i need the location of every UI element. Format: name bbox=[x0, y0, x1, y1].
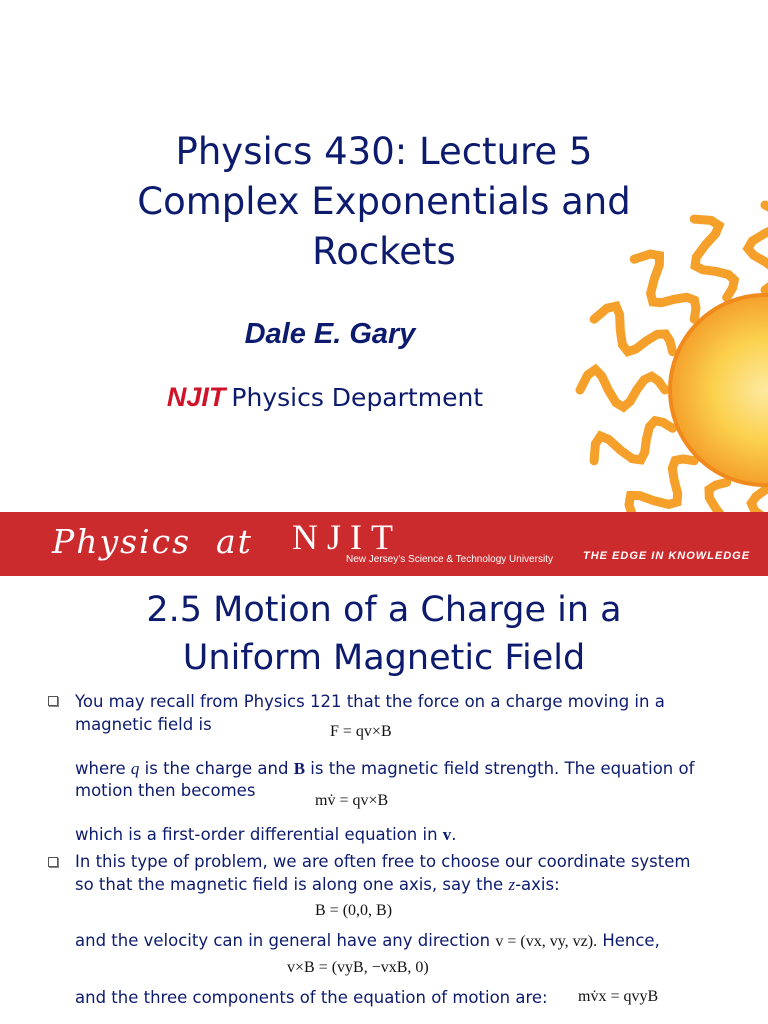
para2-line2: motion then becomes bbox=[75, 781, 256, 800]
title-line-2: Complex Exponentials and bbox=[137, 180, 631, 223]
department-name: Physics Department bbox=[231, 383, 484, 412]
department bbox=[0, 382, 650, 413]
square-bullet-icon bbox=[48, 857, 58, 867]
equation-component-x: mv̇x = qvyB bbox=[578, 988, 659, 1005]
banner-at: at bbox=[216, 522, 253, 561]
text-span: -axis: bbox=[515, 875, 560, 894]
equation-field: B = (0,0, B) bbox=[315, 902, 393, 919]
equation-cross-product: v×B = (vyB, −vxB, 0) bbox=[287, 959, 429, 976]
heading-line-2: Uniform Magnetic Field bbox=[182, 638, 586, 678]
text-span: . bbox=[451, 825, 457, 844]
physics-at-njit-banner bbox=[0, 512, 768, 576]
var-v: v bbox=[442, 825, 452, 844]
para3 bbox=[75, 824, 457, 845]
text-span: is the magnetic field strength. The equation of bbox=[305, 759, 695, 778]
sun-ray bbox=[629, 459, 694, 512]
banner-edge: THE EDGE IN KNOWLEDGE bbox=[583, 550, 751, 562]
square-bullet-icon bbox=[48, 696, 58, 706]
sun-ray bbox=[681, 482, 727, 512]
text-span: where bbox=[75, 759, 131, 778]
text-span: which is a first-order differential equation in bbox=[75, 825, 443, 844]
var-z: z bbox=[508, 875, 516, 894]
author-name: Dale E. Gary bbox=[244, 318, 416, 350]
sun-ray bbox=[594, 421, 673, 461]
para4-line2 bbox=[75, 874, 560, 895]
banner-njit-logo: NJIT bbox=[292, 517, 402, 557]
text-span: and the velocity can in general have any direction bbox=[75, 931, 496, 950]
para4-line1: In this type of problem, we are often free to choose our coordinate system bbox=[75, 852, 691, 871]
title-line-1: Physics 430: Lecture 5 bbox=[175, 130, 593, 173]
para6: and the three components of the equation of motion are: bbox=[75, 988, 548, 1007]
content-slide bbox=[0, 576, 768, 1024]
banner-physics: Physics bbox=[52, 522, 192, 561]
para1-line1: You may recall from Physics 121 that the force on a charge moving in a bbox=[75, 692, 665, 711]
sun-ray bbox=[745, 490, 768, 512]
title-line-3: Rockets bbox=[312, 230, 456, 273]
text-span: Hence, bbox=[597, 931, 660, 950]
var-q: q bbox=[130, 759, 140, 778]
text-span: so that the magnetic field is along one axis, say the bbox=[75, 875, 509, 894]
para2-line1 bbox=[75, 758, 694, 779]
text-span: is the charge and bbox=[139, 759, 294, 778]
equation-force: F = qv×B bbox=[330, 723, 392, 740]
banner-subtitle: New Jersey’s Science & Technology University bbox=[346, 554, 553, 565]
var-B: B bbox=[293, 759, 306, 778]
para1-line2: magnetic field is bbox=[75, 715, 212, 734]
equation-velocity: v = (vx, vy, vz). bbox=[495, 933, 598, 950]
heading-line-1: 2.5 Motion of a Charge in a bbox=[146, 590, 622, 630]
equation-motion: mv̇ = qv×B bbox=[315, 792, 389, 809]
para5 bbox=[75, 930, 660, 952]
njit-label: NJIT bbox=[166, 382, 226, 412]
